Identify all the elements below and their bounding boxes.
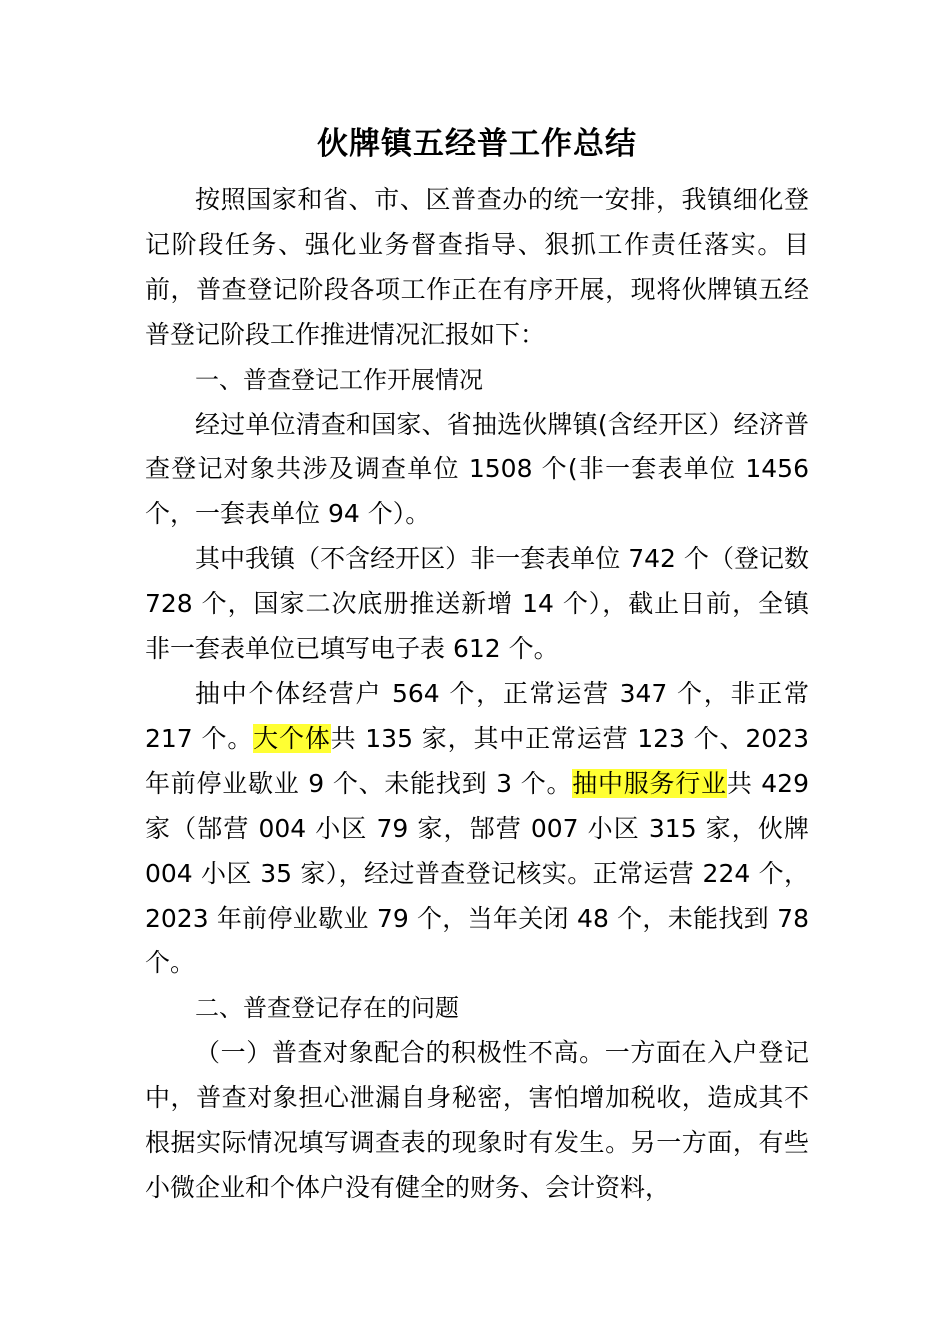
paragraph-problem-1: （一）普查对象配合的积极性不高。一方面在入户登记中，普查对象担心泄漏自身秘密，害怕增加税收，造成其不根据实际情况填写调查表的现象时有发生。另一方面，有些小微企业和个体户没有健全的财务、会计资料， [145, 1038, 809, 1202]
section-heading-2: 二、普查登记存在的问题 [195, 994, 459, 1023]
intro-paragraph: 按照国家和省、市、区普查办的统一安排，我镇细化登记阶段任务、强化业务督查指导、狠抓工作责任落实。目前，普查登记阶段各项工作正在有序开展，现将伙牌镇五经普登记阶段工作推进情况汇报如下： [145, 185, 809, 349]
text-segment: 共 135 家，其中正常运营 123 个、2023 年前停业歇业 9 个、未能找到 3 个。 [145, 723, 809, 798]
section-heading-1: 一、普查登记工作开展情况 [195, 365, 483, 394]
text-segment: 共 429 家（郜营 004 小区 79 家，郜营 007 小区 315 家，伙牌 004 小区 35 家），经过普查登记核实。正常运营 224 个，2023 年前停业歇业 79 个，当年关闭 48 个，未能找到 78 个。 [145, 768, 809, 978]
paragraph-survey-units: 经过单位清查和国家、省抽选伙牌镇(含经开区）经济普查登记对象共涉及调查单位 1508 个(非一套表单位 1456 个，一套表单位 94 个）。 [145, 409, 809, 529]
document-page [145, 118, 809, 1211]
highlighted-text-large-individual: 大个体 [253, 723, 331, 753]
document-title: 伙牌镇五经普工作总结 [317, 126, 637, 162]
text-segment: 抽中个体经营户 564 个，正常运营 347 个，非正常 217 个。 [145, 678, 809, 753]
paragraph-non-table-units: 其中我镇（不含经开区）非一套表单位 742 个（登记数 728 个，国家二次底册推送新增 14 个），截止日前，全镇非一套表单位已填写电子表 612 个。 [145, 544, 809, 664]
paragraph-individual-households [145, 672, 809, 986]
highlighted-text-service-industry: 抽中服务行业 [572, 768, 727, 798]
